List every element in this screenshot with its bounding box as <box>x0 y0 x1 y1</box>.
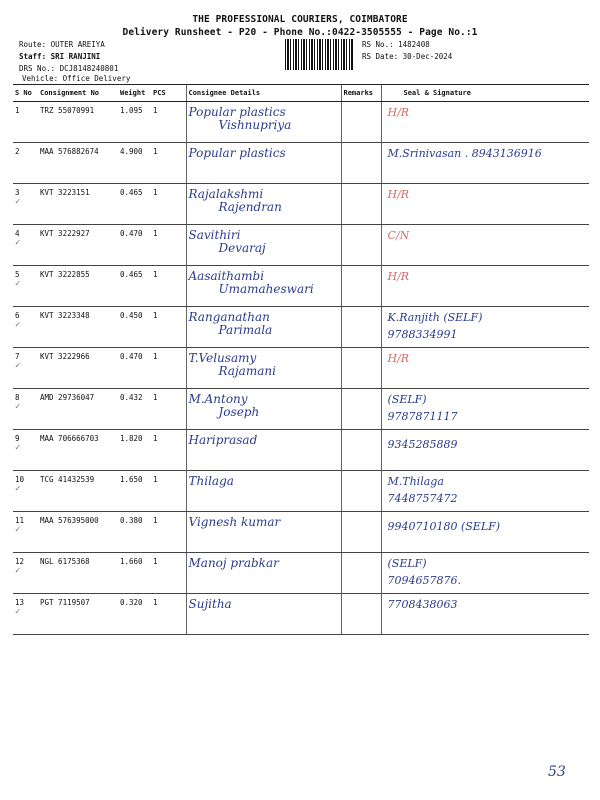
route-line: Route: OUTER AREIYA <box>19 40 105 49</box>
table-row <box>13 471 589 512</box>
company-title: THE PROFESSIONAL COURIERS, COIMBATORE <box>192 14 408 25</box>
check-mark-icon: ✓ <box>15 607 21 617</box>
row-sno: 2 <box>13 143 38 184</box>
row-signature <box>381 389 589 430</box>
row-consignment-no: KVT 3223348 <box>38 307 118 348</box>
row-sno: 8 ✓ <box>13 389 38 430</box>
consignee-name-line2: Umamaheswari <box>218 282 314 296</box>
check-mark-icon: ✓ <box>15 197 21 207</box>
table-row <box>13 184 589 225</box>
col-header-signature: Seal & Signature <box>381 85 589 102</box>
row-pcs: 1 <box>151 471 186 512</box>
row-remarks <box>341 389 381 430</box>
row-consignment-no: MAA 576395000 <box>38 512 118 553</box>
vehicle-line: Vehicle: Office Delivery <box>22 74 131 83</box>
check-mark-icon: ✓ <box>15 238 21 248</box>
check-mark-icon: ✓ <box>15 279 21 289</box>
row-pcs: 1 <box>151 102 186 143</box>
row-consignee <box>186 143 341 184</box>
row-consignment-no: NGL 6175368 <box>38 553 118 594</box>
table-row <box>13 266 589 307</box>
handwritten-signature: M.Thilaga 7448757472 <box>387 475 458 505</box>
consignee-name: Thilaga <box>188 474 234 488</box>
check-mark-icon: ✓ <box>15 525 21 535</box>
row-consignee <box>186 594 341 635</box>
row-consignment-no: AMD 29736047 <box>38 389 118 430</box>
consignee-name: Sujitha <box>188 597 232 611</box>
row-sno: 5 ✓ <box>13 266 38 307</box>
row-weight: 0.465 <box>118 266 151 307</box>
row-consignment-no: PGT 7119507 <box>38 594 118 635</box>
row-sno: 10 ✓ <box>13 471 38 512</box>
row-pcs: 1 <box>151 348 186 389</box>
check-mark-icon: ✓ <box>15 443 21 453</box>
row-weight: 0.470 <box>118 225 151 266</box>
row-sno: 6 ✓ <box>13 307 38 348</box>
row-consignment-no: MAA 706666703 <box>38 430 118 471</box>
row-consignee <box>186 184 341 225</box>
row-pcs: 1 <box>151 512 186 553</box>
table-row <box>13 225 589 266</box>
consignee-name: Savithiri <box>188 228 241 242</box>
row-consignee <box>186 471 341 512</box>
table-row <box>13 430 589 471</box>
row-remarks <box>341 348 381 389</box>
row-remarks <box>341 512 381 553</box>
table-row <box>13 143 589 184</box>
row-weight: 0.470 <box>118 348 151 389</box>
handwritten-signature: H/R <box>387 188 410 201</box>
check-mark-icon: ✓ <box>15 320 21 330</box>
row-sno: 4 ✓ <box>13 225 38 266</box>
row-consignment-no: KVT 3223151 <box>38 184 118 225</box>
handwritten-signature: 9940710180 (SELF) <box>387 520 501 533</box>
row-pcs: 1 <box>151 143 186 184</box>
row-sno: 9 ✓ <box>13 430 38 471</box>
col-header-pcs: PCS <box>151 85 186 102</box>
row-consignee <box>186 307 341 348</box>
consignee-name: Aasaithambi <box>188 269 265 283</box>
row-signature <box>381 307 589 348</box>
consignee-name: Vignesh kumar <box>188 515 281 529</box>
row-weight: 0.320 <box>118 594 151 635</box>
row-signature <box>381 102 589 143</box>
row-remarks <box>341 594 381 635</box>
check-mark-icon: ✓ <box>15 484 21 494</box>
row-consignee <box>186 512 341 553</box>
drs-number: DRS No.: DCJ8148240801 <box>19 64 119 73</box>
row-weight: 0.380 <box>118 512 151 553</box>
row-sno: 7 ✓ <box>13 348 38 389</box>
row-signature <box>381 266 589 307</box>
rs-date: RS Date: 30-Dec-2024 <box>362 52 453 61</box>
row-remarks <box>341 553 381 594</box>
row-sno: 12 ✓ <box>13 553 38 594</box>
row-weight: 1.820 <box>118 430 151 471</box>
table-row <box>13 102 589 143</box>
row-signature <box>381 553 589 594</box>
row-consignee <box>186 389 341 430</box>
row-sno: 3 ✓ <box>13 184 38 225</box>
barcode-image <box>285 39 353 70</box>
row-pcs: 1 <box>151 594 186 635</box>
row-signature <box>381 184 589 225</box>
consignee-name: Popular plastics <box>188 105 286 119</box>
row-weight: 4.900 <box>118 143 151 184</box>
check-mark-icon: ✓ <box>15 566 21 576</box>
row-consignee <box>186 348 341 389</box>
check-mark-icon: ✓ <box>15 402 21 412</box>
row-weight: 1.660 <box>118 553 151 594</box>
table-row <box>13 594 589 635</box>
consignee-name-line2: Joseph <box>218 405 260 419</box>
row-pcs: 1 <box>151 389 186 430</box>
handwritten-signature: K.Ranjith (SELF) 9788334991 <box>387 311 483 341</box>
row-consignee <box>186 266 341 307</box>
row-consignment-no: KVT 3222966 <box>38 348 118 389</box>
row-remarks <box>341 307 381 348</box>
runsheet-table <box>13 84 589 635</box>
row-consignment-no: KVT 3222927 <box>38 225 118 266</box>
consignee-name: Ranganathan <box>188 310 270 324</box>
consignee-name: Hariprasad <box>188 433 258 447</box>
page-number: 53 <box>548 764 566 780</box>
row-weight: 1.650 <box>118 471 151 512</box>
row-consignment-no: MAA 576882674 <box>38 143 118 184</box>
row-pcs: 1 <box>151 553 186 594</box>
row-weight: 1.095 <box>118 102 151 143</box>
handwritten-signature: M.Srinivasan . 8943136916 <box>387 147 542 160</box>
handwritten-signature: (SELF) 9787871117 <box>387 393 458 423</box>
row-signature <box>381 143 589 184</box>
row-remarks <box>341 184 381 225</box>
row-weight: 0.450 <box>118 307 151 348</box>
row-remarks <box>341 225 381 266</box>
row-signature <box>381 430 589 471</box>
row-pcs: 1 <box>151 225 186 266</box>
row-signature <box>381 512 589 553</box>
row-pcs: 1 <box>151 307 186 348</box>
consignee-name-line2: Parimala <box>218 323 273 337</box>
table-row <box>13 512 589 553</box>
row-consignee <box>186 102 341 143</box>
handwritten-signature: H/R <box>387 352 410 365</box>
consignee-name: Rajalakshmi <box>188 187 264 201</box>
handwritten-signature: C/N <box>387 229 410 242</box>
runsheet-subtitle: Delivery Runsheet - P20 - Phone No.:0422-3505555 - Page No.:1 <box>122 27 478 38</box>
consignee-name-line2: Rajamani <box>218 364 276 378</box>
row-sno: 1 <box>13 102 38 143</box>
consignee-name: Popular plastics <box>188 146 286 160</box>
row-signature <box>381 594 589 635</box>
row-consignee <box>186 225 341 266</box>
consignee-name-line2: Rajendran <box>218 200 282 214</box>
row-signature <box>381 348 589 389</box>
row-sno: 11 ✓ <box>13 512 38 553</box>
handwritten-signature: 7708438063 <box>387 598 458 611</box>
rs-number: RS No.: 1482408 <box>362 40 430 49</box>
row-weight: 0.432 <box>118 389 151 430</box>
check-mark-icon: ✓ <box>15 361 21 371</box>
row-sno: 13 ✓ <box>13 594 38 635</box>
table-row <box>13 553 589 594</box>
row-consignment-no: TCG 41432539 <box>38 471 118 512</box>
handwritten-signature: H/R <box>387 270 410 283</box>
col-header-remarks: Remarks <box>341 85 381 102</box>
consignee-name-line2: Devaraj <box>218 241 266 255</box>
table-row <box>13 307 589 348</box>
row-signature <box>381 471 589 512</box>
row-remarks <box>341 266 381 307</box>
row-weight: 0.465 <box>118 184 151 225</box>
col-header-weight: Weight <box>118 85 151 102</box>
col-header-consignment: Consignment No <box>38 85 118 102</box>
row-consignee <box>186 430 341 471</box>
row-pcs: 1 <box>151 266 186 307</box>
row-remarks <box>341 143 381 184</box>
consignee-name: Manoj prabkar <box>188 556 279 570</box>
row-consignment-no: KVT 3222855 <box>38 266 118 307</box>
consignee-name-line2: Vishnupriya <box>218 118 292 132</box>
row-remarks <box>341 102 381 143</box>
row-consignment-no: TRZ 55070991 <box>38 102 118 143</box>
table-row <box>13 348 589 389</box>
handwritten-signature: 9345285889 <box>387 438 458 451</box>
handwritten-signature: H/R <box>387 106 410 119</box>
row-remarks <box>341 430 381 471</box>
table-row <box>13 389 589 430</box>
staff-line: Staff: SRI RANJINI <box>19 52 101 61</box>
col-header-sno: S No <box>13 85 38 102</box>
row-pcs: 1 <box>151 430 186 471</box>
col-header-consignee: Consignee Details <box>186 85 341 102</box>
consignee-name: M.Antony <box>188 392 248 406</box>
row-signature <box>381 225 589 266</box>
handwritten-signature: (SELF) 7094657876. <box>387 557 461 587</box>
table-header-row <box>13 85 589 102</box>
row-pcs: 1 <box>151 184 186 225</box>
row-remarks <box>341 471 381 512</box>
row-consignee <box>186 553 341 594</box>
consignee-name: T.Velusamy <box>188 351 257 365</box>
